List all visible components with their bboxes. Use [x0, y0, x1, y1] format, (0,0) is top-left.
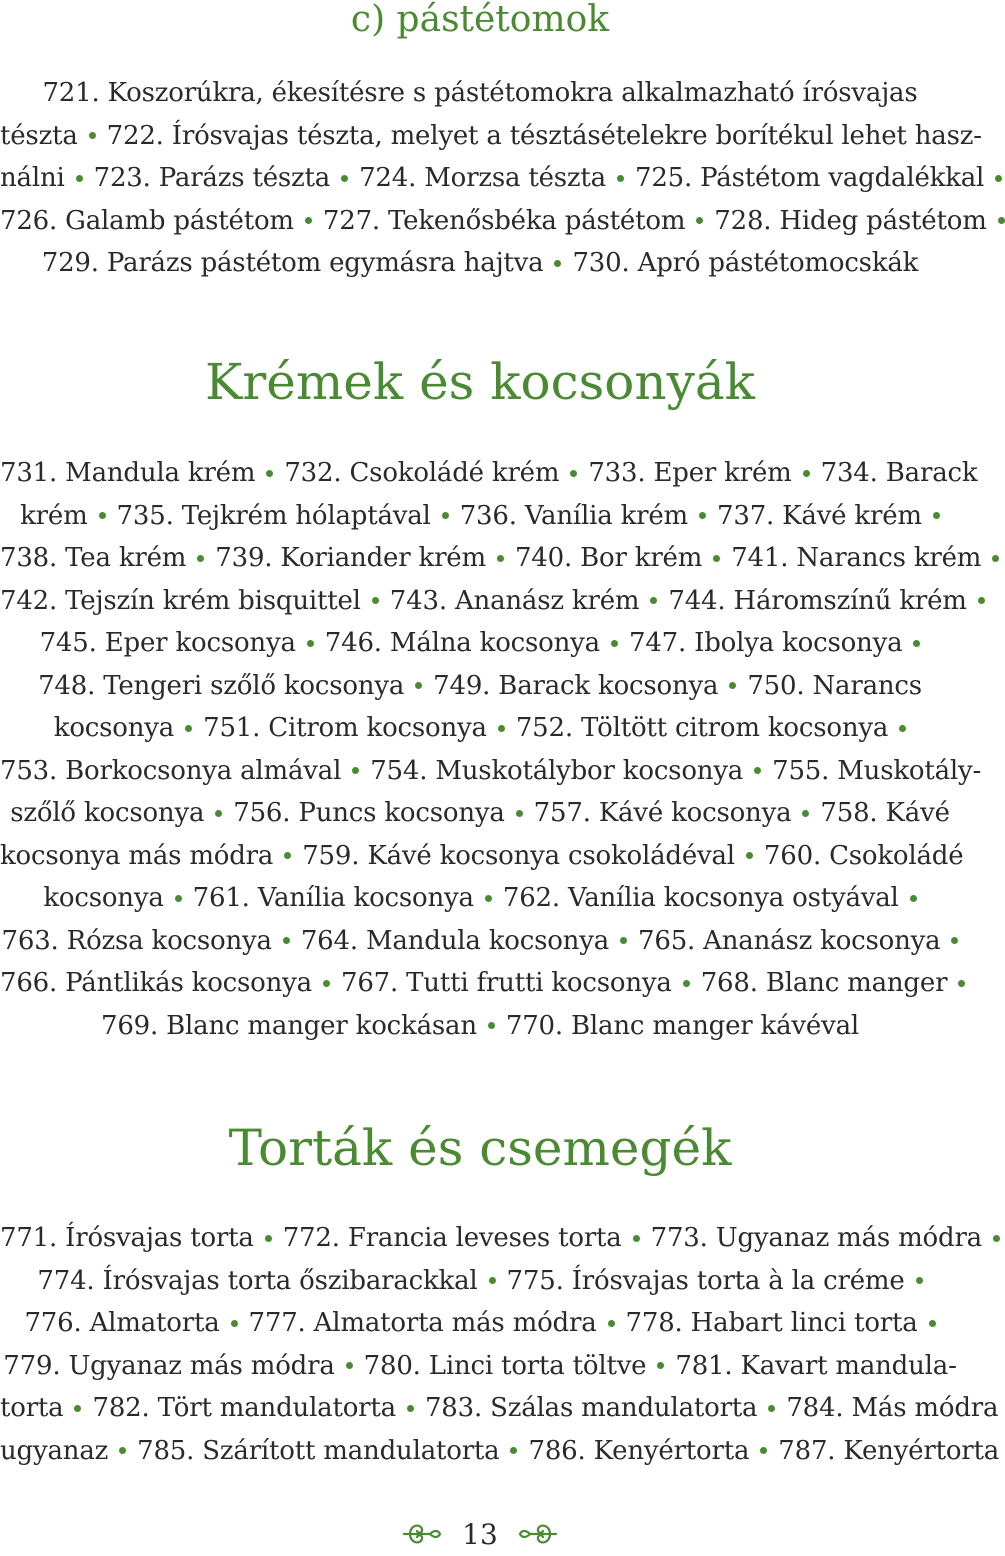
recipe-entry: 753. Borkocsonya almával — [0, 755, 342, 786]
list-line — [0, 115, 982, 158]
bullet-icon — [754, 767, 761, 774]
bullet-icon — [803, 470, 810, 477]
right-ornament-icon — [516, 1519, 560, 1549]
recipe-entry: 738. Tea krém — [0, 543, 187, 573]
recipe-entry: 770. Blanc manger kávéval — [505, 1010, 859, 1041]
subsection-title: c) pástétomok — [350, 0, 610, 40]
list-line — [0, 665, 960, 708]
bullet-icon — [633, 1235, 640, 1242]
bullet-icon — [516, 810, 523, 817]
bullet-icon — [746, 852, 753, 859]
recipe-entry: 757. Kávé kocsonya — [533, 798, 792, 828]
list-line — [0, 962, 960, 1005]
bullet-icon — [89, 132, 96, 139]
recipe-entry: szőlő kocsonya — [10, 798, 205, 828]
bullet-icon — [485, 895, 492, 902]
recipe-entry: 779. Ugyanaz más módra — [3, 1350, 335, 1381]
bullet-icon — [407, 1405, 414, 1412]
list-line — [0, 1387, 999, 1430]
recipe-entry: tészta — [0, 120, 78, 151]
list-line — [0, 707, 960, 750]
bullet-icon — [305, 217, 312, 224]
recipe-entry: 745. Eper kocsonya — [39, 628, 296, 658]
bullet-icon — [175, 895, 182, 902]
bullet-icon — [74, 1405, 81, 1412]
bullet-icon — [992, 555, 999, 562]
recipe-entry: 751. Citrom kocsonya — [203, 713, 487, 743]
bullet-icon — [352, 767, 359, 774]
bullet-icon — [442, 512, 449, 519]
bullet-icon — [617, 175, 624, 182]
bullet-icon — [696, 217, 703, 224]
bullet-icon — [415, 682, 422, 689]
bullet-icon — [498, 725, 505, 732]
list-line — [0, 537, 982, 580]
bullet-icon — [489, 1277, 496, 1284]
recipe-entry: 722. Írósvajas tészta, melyet a tésztásételekre borítékul lehet hasz- — [106, 120, 982, 151]
section-heading-kremek: Krémek és kocsonyák — [205, 353, 755, 411]
recipe-entry: 784. Más módra — [786, 1393, 999, 1423]
recipe-entry: 749. Barack kocsonya — [433, 670, 719, 701]
bullet-icon — [554, 260, 561, 267]
bullet-icon — [570, 470, 577, 477]
bullet-icon — [913, 640, 920, 647]
recipe-entry: 743. Ananász krém — [389, 585, 640, 616]
bullet-icon — [910, 895, 917, 902]
list-line — [0, 1260, 960, 1303]
list-line — [0, 200, 987, 243]
recipe-entry: 783. Szálas mandulatorta — [424, 1393, 758, 1423]
bullet-icon — [899, 725, 906, 732]
bullet-icon — [215, 810, 222, 817]
bullet-icon — [323, 980, 330, 987]
bullet-icon — [978, 597, 985, 604]
bullet-icon — [497, 555, 504, 562]
recipe-entry: 780. Linci torta töltve — [363, 1350, 647, 1381]
bullet-icon — [283, 937, 290, 944]
left-ornament-icon — [400, 1519, 444, 1549]
bullet-icon — [99, 512, 106, 519]
recipe-entry: 774. Írósvajas torta őszibarackkal — [37, 1265, 478, 1296]
recipe-entry: 766. Pántlikás kocsonya — [0, 968, 312, 998]
bullet-icon — [760, 1447, 767, 1454]
recipe-entry: 739. Koriander krém — [215, 543, 486, 573]
recipe-entry: 731. Mandula krém — [0, 458, 256, 488]
recipe-entry: 744. Háromszínű krém — [668, 585, 967, 616]
recipe-entry: kocsonya más módra — [0, 840, 274, 871]
recipe-entry: 787. Kenyértorta — [778, 1435, 1000, 1466]
recipe-entry: 785. Szárított mandulatorta — [137, 1435, 500, 1466]
recipe-entry: 763. Rózsa kocsonya — [1, 925, 272, 956]
recipe-entry: 742. Tejszín krém bisquittel — [0, 585, 361, 616]
recipe-entry: krém — [20, 500, 88, 531]
tortak-list — [0, 1217, 1000, 1472]
recipe-entry: 765. Ananász kocsonya — [638, 925, 941, 956]
recipe-entry: torta — [0, 1393, 64, 1423]
bullet-icon — [933, 512, 940, 519]
kremek-list — [0, 452, 982, 1047]
bullet-icon — [185, 725, 192, 732]
bullet-icon — [729, 682, 736, 689]
list-line — [0, 835, 964, 878]
recipe-entry: 754. Muskotálybor kocsonya — [370, 755, 744, 786]
bullet-icon — [231, 1320, 238, 1327]
recipe-entry: 756. Puncs kocsonya — [233, 798, 505, 828]
bullet-icon — [488, 1022, 495, 1029]
recipe-entry: 728. Hideg pástétom — [714, 205, 987, 236]
bullet-icon — [197, 555, 204, 562]
recipe-entry: 771. Írósvajas torta — [0, 1223, 254, 1253]
list-line — [0, 452, 978, 495]
recipe-entry: 762. Vanília kocsonya ostyával — [502, 883, 899, 913]
bullet-icon — [620, 937, 627, 944]
bullet-icon — [265, 1235, 272, 1242]
bullet-icon — [119, 1447, 126, 1454]
recipe-entry: kocsonya — [53, 713, 175, 743]
recipe-entry: ugyanaz — [0, 1435, 109, 1466]
bullet-icon — [76, 175, 83, 182]
recipe-entry: 761. Vanília kocsonya — [192, 883, 474, 913]
recipe-entry: 786. Kenyértorta — [528, 1435, 750, 1466]
bullet-icon — [916, 1277, 923, 1284]
bullet-icon — [958, 980, 965, 987]
recipe-entry: 768. Blanc manger — [700, 968, 948, 998]
recipe-entry: 724. Morzsa tészta — [359, 163, 606, 193]
recipe-entry: 737. Kávé krém — [717, 500, 922, 531]
list-line — [0, 580, 967, 623]
recipe-entry: 730. Apró pástétomocskák — [572, 248, 919, 278]
bullet-icon — [346, 1362, 353, 1369]
recipe-entry: 727. Tekenősbéka pástétom — [322, 205, 686, 236]
recipe-entry: 750. Narancs — [747, 670, 922, 701]
recipe-entry: 734. Barack — [820, 458, 978, 488]
bullet-icon — [307, 640, 314, 647]
list-line — [0, 1005, 960, 1048]
pastetom-list — [0, 72, 987, 285]
recipe-entry: 726. Galamb pástétom — [0, 205, 294, 236]
recipe-entry: 778. Habart linci torta — [625, 1308, 918, 1338]
bullet-icon — [683, 980, 690, 987]
recipe-entry: 755. Muskotály- — [772, 755, 982, 786]
bullet-icon — [266, 470, 273, 477]
recipe-entry: 732. Csokoládé krém — [284, 458, 560, 488]
recipe-entry: 721. Koszorúkra, ékesítésre s pástétomokra alkalmazható írósvajas — [42, 78, 918, 108]
recipe-entry: 769. Blanc manger kockásan — [100, 1010, 477, 1041]
list-line — [0, 242, 960, 285]
recipe-entry: 772. Francia leveses torta — [282, 1223, 622, 1253]
recipe-entry: 777. Almatorta más módra — [248, 1308, 597, 1338]
recipe-entry: 773. Ugyanaz más módra — [650, 1223, 982, 1253]
page-number: 13 — [462, 1517, 498, 1551]
list-line — [0, 1302, 960, 1345]
list-line — [0, 157, 985, 200]
bullet-icon — [713, 555, 720, 562]
bullet-icon — [657, 1362, 664, 1369]
recipe-entry: 760. Csokoládé — [763, 840, 964, 871]
recipe-entry: 741. Narancs krém — [731, 543, 982, 573]
list-line — [0, 1217, 982, 1260]
recipe-entry: 781. Kavart mandula- — [675, 1350, 957, 1381]
bullet-icon — [995, 175, 1002, 182]
recipe-entry: 725. Pástétom vagdalékkal — [634, 163, 985, 193]
bullet-icon — [951, 937, 958, 944]
recipe-entry: 758. Kávé — [820, 798, 950, 828]
recipe-entry: 723. Parázs tészta — [93, 163, 331, 193]
bullet-icon — [998, 217, 1005, 224]
bullet-icon — [611, 640, 618, 647]
recipe-entry: 767. Tutti frutti kocsonya — [340, 968, 672, 998]
bullet-icon — [284, 852, 291, 859]
section-heading-tortak: Torták és csemegék — [228, 1119, 732, 1177]
bullet-icon — [802, 810, 809, 817]
bullet-icon — [993, 1235, 1000, 1242]
page-footer — [0, 1512, 960, 1556]
bullet-icon — [372, 597, 379, 604]
list-line — [0, 72, 960, 115]
list-line — [0, 920, 960, 963]
bullet-icon — [341, 175, 348, 182]
list-line — [0, 1345, 960, 1388]
list-line — [0, 750, 982, 793]
recipe-entry: 740. Bor krém — [514, 543, 703, 573]
recipe-entry: 759. Kávé kocsonya csokoládéval — [302, 840, 735, 871]
list-line — [0, 792, 960, 835]
list-line — [0, 495, 960, 538]
list-line — [0, 1430, 1000, 1473]
bullet-icon — [699, 512, 706, 519]
recipe-entry: nálni — [0, 163, 65, 193]
recipe-entry: kocsonya — [43, 883, 164, 913]
recipe-entry: 729. Parázs pástétom egymásra hajtva — [41, 248, 544, 278]
recipe-entry: 747. Ibolya kocsonya — [628, 628, 903, 658]
recipe-entry: 752. Töltött citrom kocsonya — [515, 713, 889, 743]
recipe-entry: 748. Tengeri szőlő kocsonya — [38, 670, 405, 701]
recipe-entry: 775. Írósvajas torta à la créme — [506, 1265, 905, 1296]
bullet-icon — [929, 1320, 936, 1327]
recipe-entry: 733. Eper krém — [588, 458, 792, 488]
recipe-entry: 782. Tört mandulatorta — [92, 1393, 396, 1423]
recipe-entry: 764. Mandula kocsonya — [300, 925, 610, 956]
bullet-icon — [608, 1320, 615, 1327]
recipe-entry: 746. Málna kocsonya — [324, 628, 600, 658]
recipe-entry: 735. Tejkrém hólaptával — [116, 500, 431, 531]
bullet-icon — [650, 597, 657, 604]
recipe-entry: 776. Almatorta — [24, 1308, 220, 1338]
list-line — [0, 622, 960, 665]
bullet-icon — [768, 1405, 775, 1412]
recipe-entry: 736. Vanília krém — [459, 500, 689, 531]
bullet-icon — [510, 1447, 517, 1454]
list-line — [0, 877, 960, 920]
